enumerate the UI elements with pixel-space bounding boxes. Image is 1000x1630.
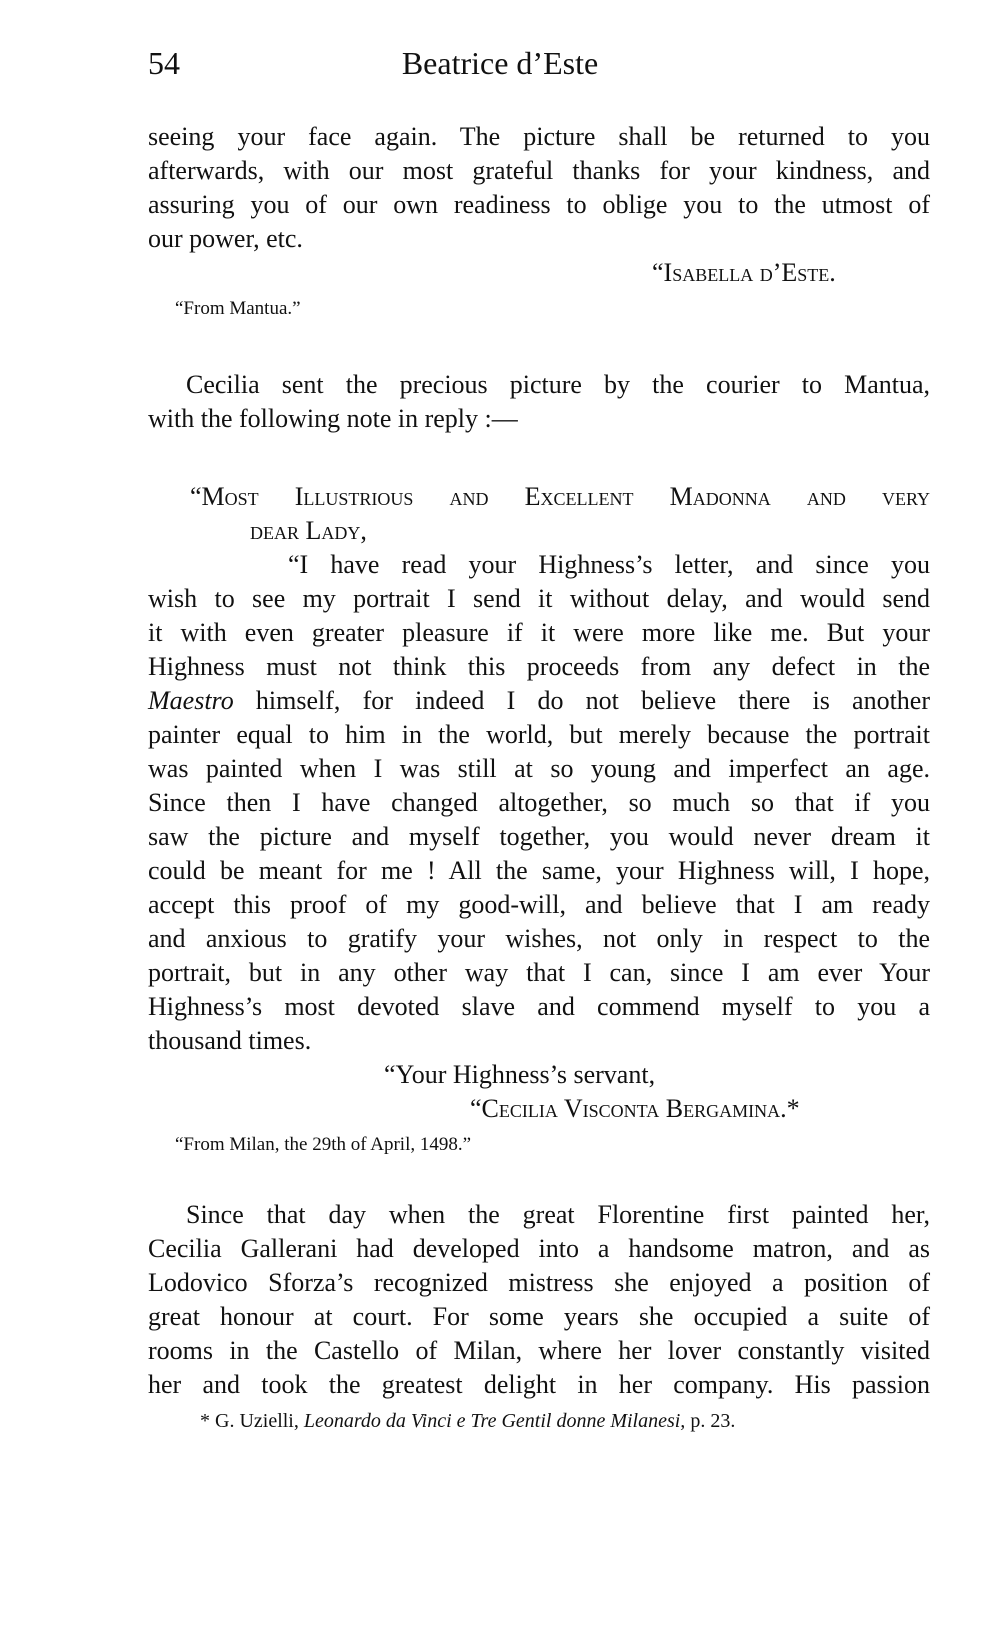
signature-isabella: “Isabella d’Este. bbox=[652, 258, 836, 287]
footnote-page: p. 23. bbox=[690, 1410, 736, 1432]
text-line: thousand times. bbox=[148, 1026, 312, 1055]
text-line: Cecilia sent the precious picture by the courier to Mantua, bbox=[186, 370, 930, 399]
place-milan-date: “From Milan, the 29th of April, 1498.” bbox=[175, 1134, 472, 1155]
text-line: was painted when I was still at so young and imperfect an age. bbox=[148, 754, 930, 783]
paragraph-since-that-day bbox=[148, 1198, 930, 1402]
footnote-title: Leonardo da Vinci e Tre Gentil donne Milanesi, bbox=[303, 1410, 686, 1432]
text-line: and anxious to gratify your wishes, not only in respect to the bbox=[148, 924, 930, 953]
text-line: portrait, but in any other way that I can, since I am ever Your bbox=[148, 958, 930, 987]
running-title: Beatrice d’Este bbox=[401, 45, 599, 81]
text-line: could be meant for me ! All the same, your Highness will, I hope, bbox=[148, 856, 930, 885]
text-line: it with even greater pleasure if it were more like me. But your bbox=[148, 618, 930, 647]
page-number: 54 bbox=[148, 45, 180, 81]
salutation-line-1: “Most Illustrious and Excellent Madonna and very bbox=[190, 482, 930, 511]
closing-servant: “Your Highness’s servant, bbox=[384, 1060, 656, 1089]
text-line bbox=[148, 684, 930, 718]
letter-cecilia-body bbox=[148, 548, 930, 1058]
text-line: Highness’s most devoted slave and commend myself to you a bbox=[148, 992, 930, 1021]
text-line: wish to see my portrait I send it without delay, and would send bbox=[148, 584, 930, 613]
footnote bbox=[200, 1410, 735, 1433]
signature-cecilia: “Cecilia Visconta Bergamina.* bbox=[470, 1094, 800, 1123]
place-mantua: “From Mantua.” bbox=[175, 298, 301, 319]
salutation-line-2: dear Lady, bbox=[250, 516, 367, 545]
text-line: painter equal to him in the world, but merely because the portrait bbox=[148, 720, 930, 749]
text-line: Highness must not think this proceeds from any defect in the bbox=[148, 652, 930, 681]
text-line: afterwards, with our most grateful thanks for your kindness, and bbox=[148, 156, 930, 185]
text-line: our power, etc. bbox=[148, 224, 303, 253]
text-line: assuring you of our own readiness to oblige you to the utmost of bbox=[148, 190, 930, 219]
maestro-word: Maestro bbox=[148, 686, 234, 715]
text-line: Since that day when the great Florentine first painted her, bbox=[186, 1200, 930, 1229]
text-line-rest: himself, for indeed I do not believe there is another bbox=[255, 686, 931, 715]
text-line: her and took the greatest delight in her company. His passion bbox=[148, 1370, 930, 1399]
text-line: saw the picture and myself together, you would never dream it bbox=[148, 822, 930, 851]
text-line: seeing your face again. The picture shall be returned to you bbox=[148, 122, 930, 151]
text-line: “I have read your Highness’s letter, and since you bbox=[288, 550, 930, 579]
footnote-marker: * G. Uzielli, bbox=[200, 1410, 299, 1432]
text-line: Since then I have changed altogether, so much so that if you bbox=[148, 788, 930, 817]
paragraph-cecilia-sent bbox=[148, 368, 930, 436]
text-line: Lodovico Sforza’s recognized mistress she enjoyed a position of bbox=[148, 1268, 930, 1297]
letter-isabella-body bbox=[148, 120, 930, 256]
text-line: accept this proof of my good-will, and believe that I am ready bbox=[148, 890, 930, 919]
text-line: great honour at court. For some years she occupied a suite of bbox=[148, 1302, 930, 1331]
text-line: Cecilia Gallerani had developed into a handsome matron, and as bbox=[148, 1234, 930, 1263]
text-line: rooms in the Castello of Milan, where her lover constantly visited bbox=[148, 1336, 930, 1365]
text-line: with the following note in reply :— bbox=[148, 404, 518, 433]
